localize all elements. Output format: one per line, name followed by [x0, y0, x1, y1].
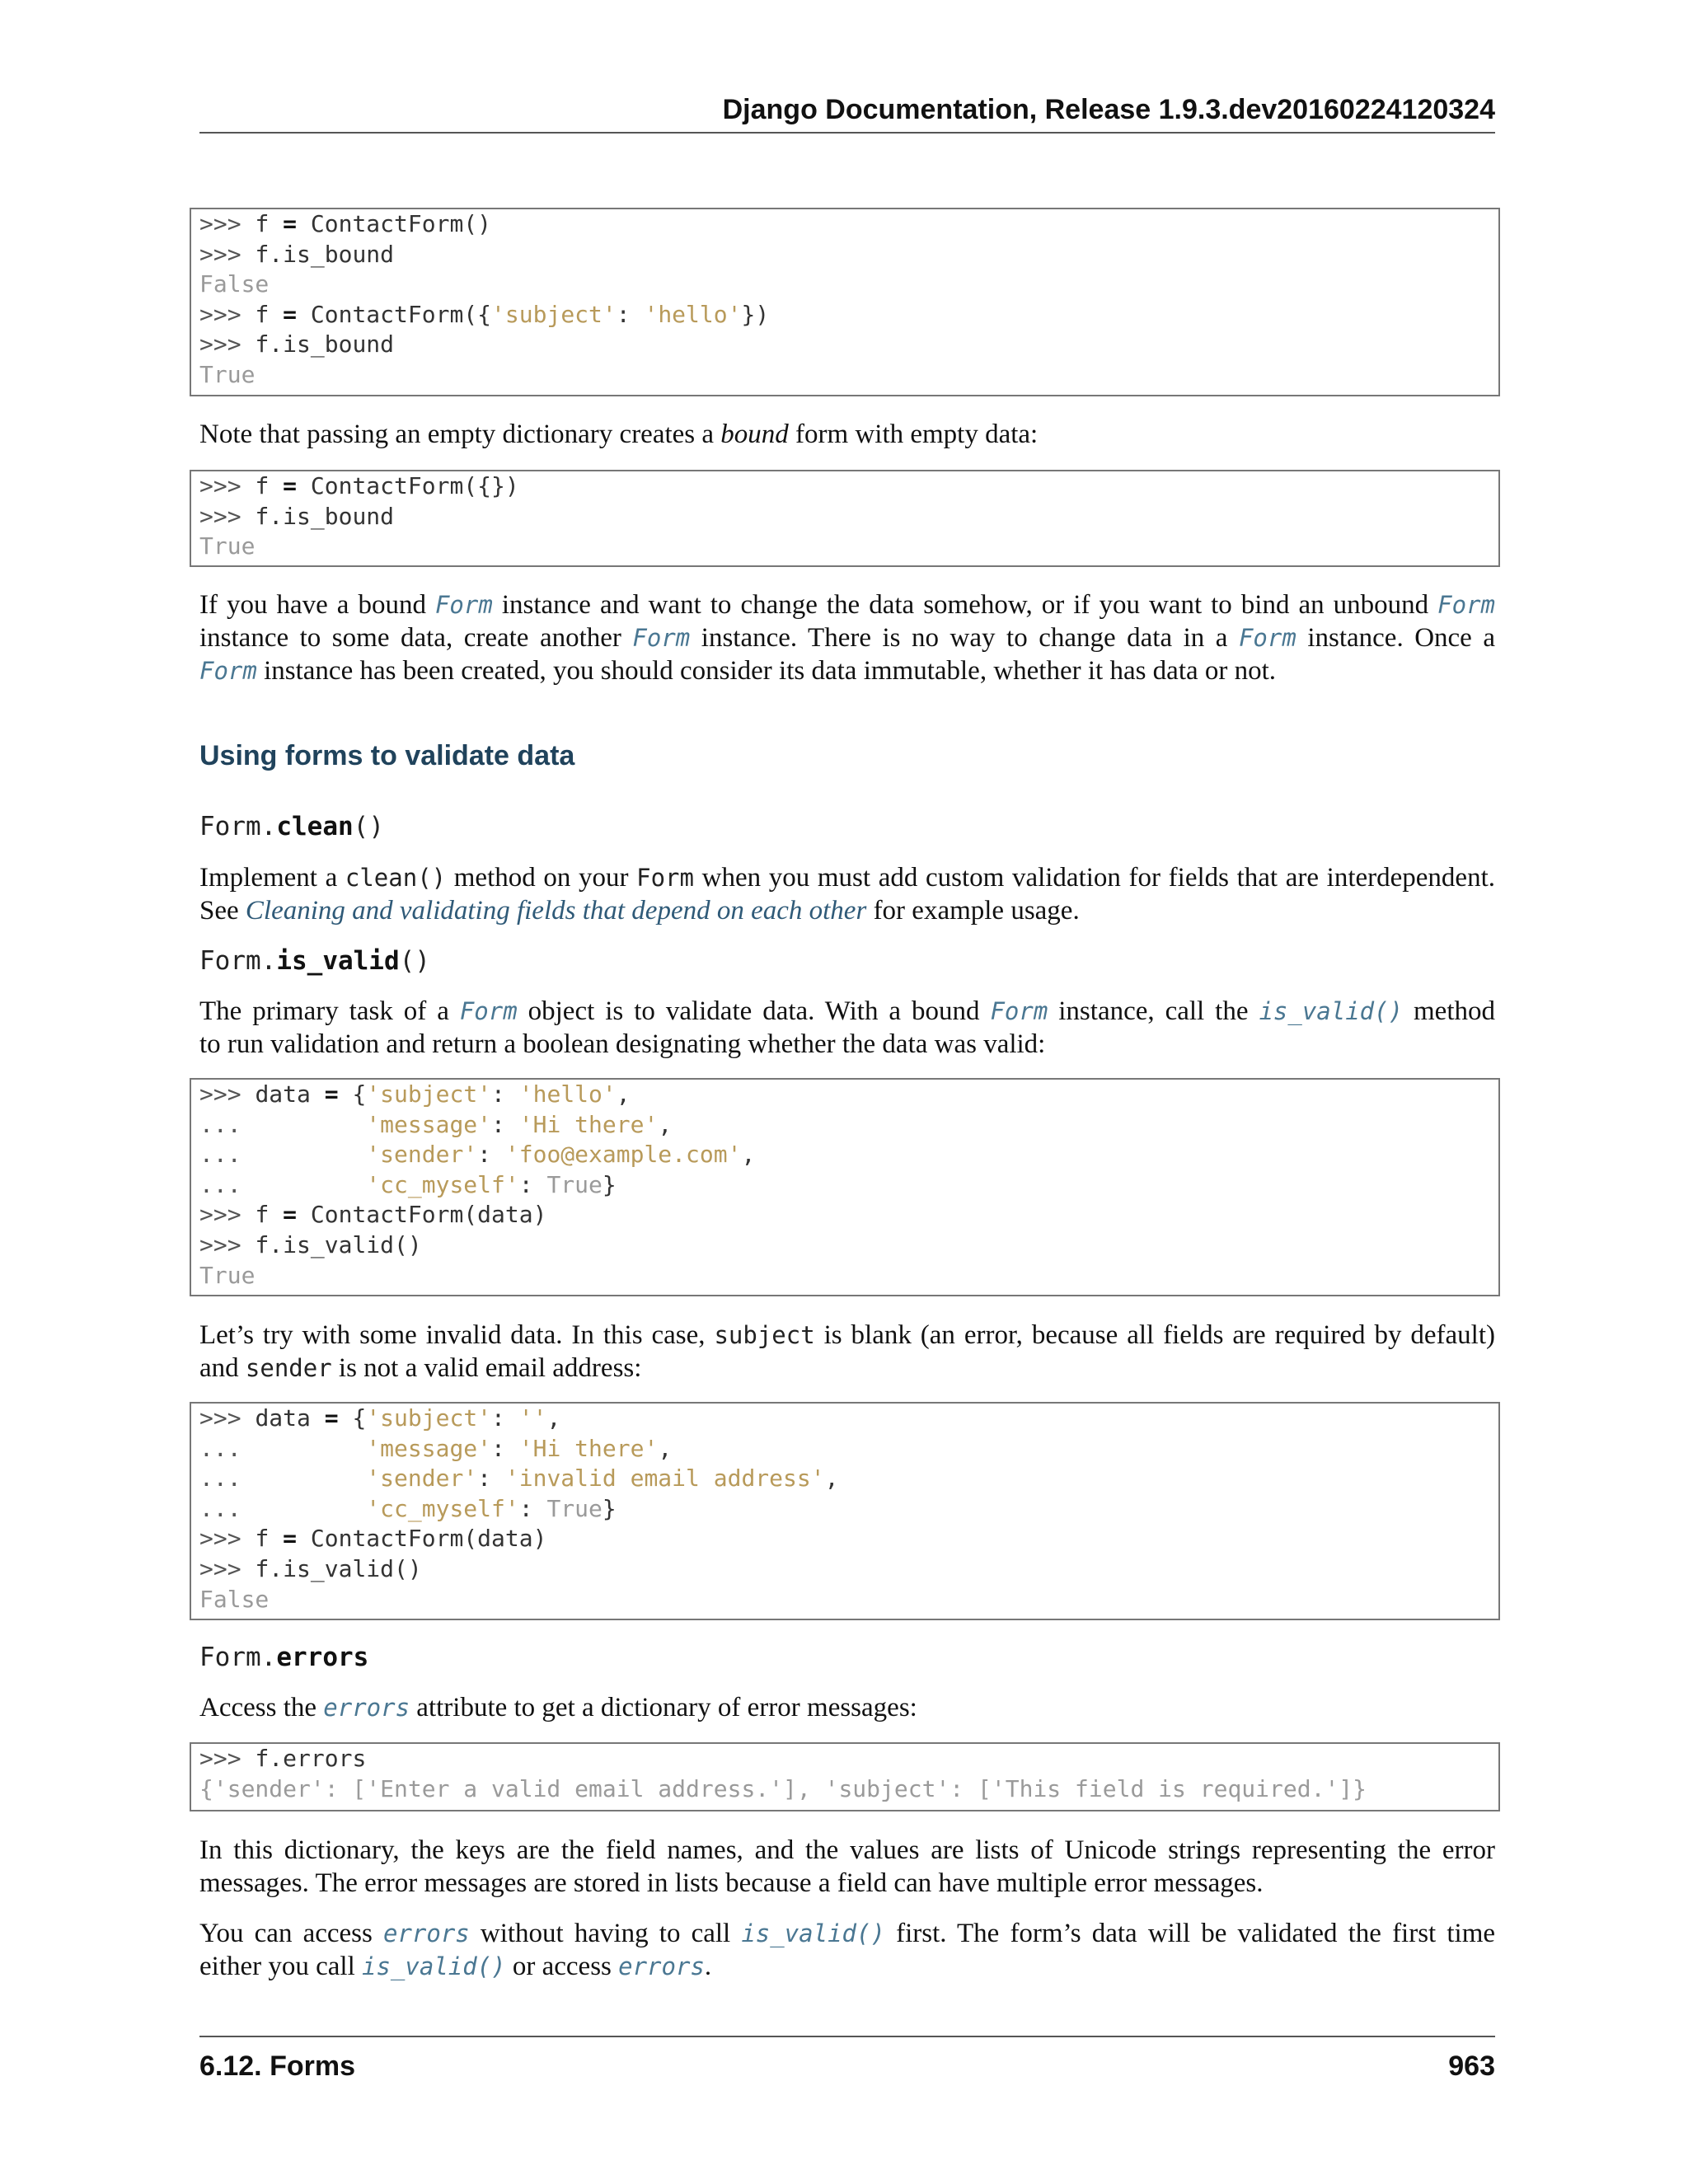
code-token: 'message'	[366, 1434, 492, 1462]
page-footer	[199, 2036, 1495, 2082]
code-line	[199, 1200, 1498, 1230]
code-token: =	[283, 1201, 298, 1229]
code-block-valid-data	[190, 1078, 1500, 1296]
code-line	[199, 240, 1498, 270]
paragraph-access-errors: You can access errors without having to call is_valid() first. The form’s data will be validated the first time either you call is_valid() or access errors.	[199, 1919, 1496, 1981]
code-token: =	[283, 1525, 298, 1553]
code-token: ContactForm(data)	[297, 1525, 547, 1553]
code-token: ContactForm({	[297, 300, 492, 328]
code-token: f.errors	[255, 1745, 367, 1772]
code-token: data	[255, 1080, 325, 1108]
code-line	[199, 1434, 1498, 1465]
code-prompt: >>>	[199, 1554, 256, 1582]
code-token: data	[255, 1404, 325, 1432]
page-header	[199, 91, 1495, 134]
code-token: True	[199, 532, 256, 560]
signature-form-is-valid: Form.is_valid()	[199, 946, 430, 976]
code-prompt: >>>	[199, 472, 256, 499]
code-token: =	[324, 1404, 339, 1432]
code-line	[199, 1140, 1498, 1170]
paragraph-empty-dict: Note that passing an empty dictionary creates a bound form with empty data:	[199, 419, 1039, 449]
code-token: 'foo@example.com'	[504, 1141, 742, 1169]
form-link[interactable]: Form	[199, 657, 257, 685]
code-block-empty-dict	[190, 470, 1500, 567]
code-token: ,	[658, 1110, 673, 1138]
code-prompt: >>>	[199, 1080, 256, 1108]
code-token: :	[477, 1141, 505, 1169]
errors-link[interactable]: errors	[382, 1919, 470, 1947]
code-token: :	[491, 1404, 519, 1432]
code-token: =	[324, 1080, 339, 1108]
code-token: :	[491, 1110, 519, 1138]
is-valid-link[interactable]: is_valid()	[1259, 997, 1404, 1025]
code-token: =	[283, 472, 298, 499]
code-line	[199, 502, 1498, 532]
code-token: False	[199, 270, 270, 298]
code-token: :	[491, 1434, 519, 1462]
code-token: 'cc_myself'	[366, 1170, 519, 1198]
errors-link[interactable]: errors	[618, 1952, 705, 1980]
paragraph-rebind-form: If you have a bound Form instance and want to change the data somehow, or if you want to bind an unbound Form instance to some data, create another Form instance. There is no way to change data in a Form instance. Once a Form instance has been created, you should consider its data immutable, whether it has data or not.	[199, 590, 1495, 686]
code-line	[199, 1080, 1498, 1110]
signature-form-clean: Form.clean()	[199, 812, 384, 841]
paragraph-error-dictionary: In this dictionary, the keys are the field names, and the values are lists of Unicode strings representing the error messages. The error messages are stored in lists because a field can have multiple error messages.	[199, 1835, 1495, 1898]
code-token: 'Hi there'	[518, 1434, 659, 1462]
code-line	[199, 1524, 1498, 1554]
form-link[interactable]: Form	[434, 591, 493, 619]
header-title: Django Documentation, Release 1.9.3.dev20160224120324	[722, 94, 1495, 125]
code-line	[199, 209, 1498, 240]
code-prompt: ...	[199, 1434, 367, 1462]
is-valid-link[interactable]: is_valid()	[362, 1952, 506, 1980]
code-token: True	[546, 1494, 603, 1522]
code-prompt: >>>	[199, 210, 256, 237]
code-token: =	[283, 300, 298, 328]
code-token: }	[602, 1494, 617, 1522]
code-line	[199, 360, 1498, 391]
code-token: f	[255, 300, 284, 328]
code-prompt: ...	[199, 1170, 367, 1198]
code-prompt: >>>	[199, 240, 256, 268]
code-token: f.is_bound	[255, 330, 395, 359]
code-token: ''	[518, 1404, 547, 1432]
paragraph-clean: Implement a clean() method on your Form when you must add custom validation for fields that are interdependent. See Cleaning and validating fields that depend on each other for example usage.	[199, 863, 1495, 926]
code-token: ,	[658, 1434, 673, 1462]
code-line	[199, 1261, 1498, 1291]
code-token: :	[491, 1080, 519, 1108]
code-block-invalid-data	[190, 1402, 1500, 1620]
code-token: }	[602, 1170, 617, 1198]
code-token: :	[518, 1170, 547, 1198]
code-token: ContactForm()	[297, 210, 492, 237]
paragraph-errors: Access the errors attribute to get a dictionary of error messages:	[199, 1693, 917, 1722]
code-prompt: ...	[199, 1494, 367, 1522]
code-token: :	[518, 1494, 547, 1522]
code-token: f	[255, 1525, 284, 1553]
paragraph-is-valid: The primary task of a Form object is to validate data. With a bound Form instance, call the is_valid() method to run validation and return a boolean designating whether the data was valid:	[199, 996, 1496, 1059]
code-prompt: >>>	[199, 1230, 256, 1258]
footer-section: 6.12. Forms	[199, 2050, 355, 2082]
code-line	[199, 1585, 1498, 1615]
code-prompt: >>>	[199, 1404, 256, 1432]
code-token: ContactForm({})	[297, 472, 519, 499]
code-line	[199, 1554, 1498, 1585]
code-block-is-bound	[190, 208, 1500, 396]
code-token: 'invalid email address'	[504, 1465, 825, 1493]
code-line	[199, 1110, 1498, 1141]
form-link[interactable]: Form	[1437, 591, 1495, 619]
form-link[interactable]: Form	[990, 997, 1048, 1025]
code-line	[199, 1744, 1498, 1774]
code-token: f	[255, 210, 284, 237]
code-line	[199, 269, 1498, 300]
form-link[interactable]: Form	[632, 624, 691, 652]
code-block-errors	[190, 1742, 1500, 1811]
code-token: f.is_valid()	[255, 1554, 422, 1582]
code-token: {	[338, 1404, 367, 1432]
code-prompt: >>>	[199, 1201, 256, 1229]
code-token: 'subject'	[366, 1404, 492, 1432]
code-token: 'cc_myself'	[366, 1494, 519, 1522]
code-line	[199, 1774, 1498, 1805]
paragraph-invalid-data: Let’s try with some invalid data. In this case, subject is blank (an error, because all fields are required by default) and sender is not a valid email address:	[199, 1320, 1495, 1383]
code-token: True	[199, 1261, 256, 1289]
code-prompt: ...	[199, 1465, 367, 1493]
code-line	[199, 1404, 1498, 1434]
code-token: False	[199, 1585, 270, 1613]
code-prompt: >>>	[199, 502, 256, 530]
code-token: 'message'	[366, 1110, 492, 1138]
form-link[interactable]: Form	[459, 997, 518, 1025]
code-line	[199, 300, 1498, 330]
code-line	[199, 532, 1498, 562]
code-token: })	[741, 300, 770, 328]
code-prompt: ...	[199, 1141, 367, 1169]
code-token: 'subject'	[491, 300, 617, 328]
code-line	[199, 471, 1498, 502]
code-token: 'hello'	[644, 300, 742, 328]
form-link[interactable]: Form	[1238, 624, 1296, 652]
is-valid-link[interactable]: is_valid()	[741, 1919, 885, 1947]
code-token: 'sender'	[366, 1465, 478, 1493]
code-token: ,	[741, 1141, 756, 1169]
code-token: 'sender'	[366, 1141, 478, 1169]
code-line	[199, 1464, 1498, 1494]
code-prompt: >>>	[199, 330, 256, 359]
code-prompt: >>>	[199, 300, 256, 328]
code-token: 'hello'	[518, 1080, 617, 1108]
code-token: f	[255, 1201, 284, 1229]
code-token: f.is_bound	[255, 240, 395, 268]
code-token: True	[199, 360, 256, 388]
code-token: 'subject'	[366, 1080, 492, 1108]
code-line	[199, 1494, 1498, 1525]
section-title: Using forms to validate data	[199, 740, 575, 771]
code-token: f.is_valid()	[255, 1230, 422, 1258]
code-token: 'Hi there'	[518, 1110, 659, 1138]
signature-form-errors: Form.errors	[199, 1643, 369, 1672]
code-token: ,	[546, 1404, 561, 1432]
code-token: :	[477, 1465, 505, 1493]
footer-page-number: 963	[1448, 2050, 1495, 2082]
code-token: :	[616, 300, 645, 328]
code-prompt: >>>	[199, 1745, 256, 1772]
code-token: ContactForm(data)	[297, 1201, 547, 1229]
errors-link[interactable]: errors	[323, 1694, 410, 1722]
code-line	[199, 1230, 1498, 1261]
code-token: {	[338, 1080, 367, 1108]
code-token: {'sender': ['Enter a valid email address.'], 'subject': ['This field is required.']}	[199, 1774, 1367, 1802]
code-token: f	[255, 472, 284, 499]
code-token: f.is_bound	[255, 502, 395, 530]
code-prompt: ...	[199, 1110, 367, 1138]
code-line	[199, 1170, 1498, 1201]
code-line	[199, 330, 1498, 360]
code-prompt: >>>	[199, 1525, 256, 1553]
code-token: ,	[616, 1080, 631, 1108]
code-token: True	[546, 1170, 603, 1198]
code-token: ,	[824, 1465, 839, 1493]
code-token: =	[283, 210, 298, 237]
cleaning-validating-link[interactable]: Cleaning and validating fields that depend on each other	[245, 896, 867, 926]
